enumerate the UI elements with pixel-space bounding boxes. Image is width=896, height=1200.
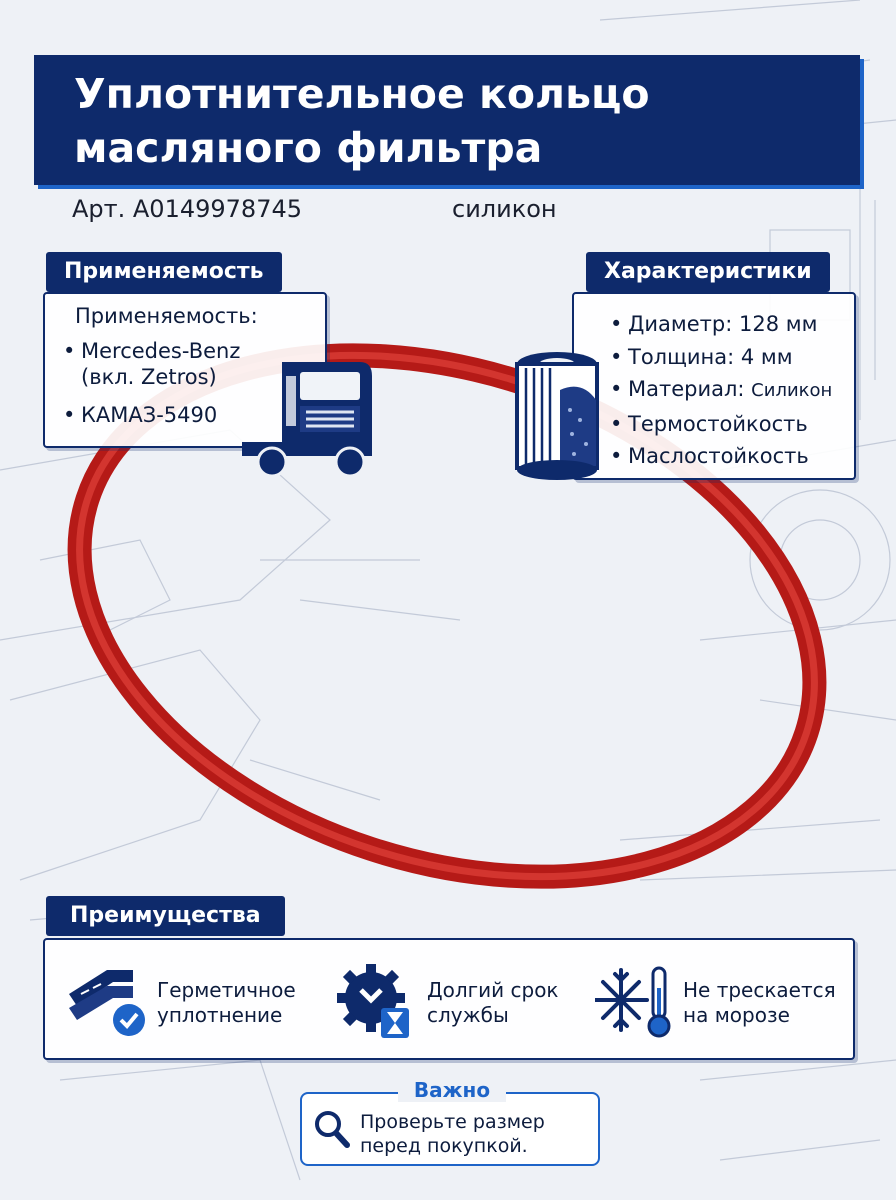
applicability-tab: Применяемость [46,252,282,292]
snowflake-thermometer-icon [595,964,675,1040]
applicability-item-mercedes: • Mercedes-Benz (вкл. Zetros) [63,338,271,390]
advantages-tab: Преимущества [46,896,285,936]
oil-filter-icon [512,350,602,484]
applicability-item-kamaz: • КАМАЗ-5490 [63,402,271,428]
char-material: • Материал: Силикон [610,373,832,408]
material-label: силикон [452,195,557,223]
important-note: Проверьте размер перед покупкой. [300,1092,600,1166]
applicability-heading: Применяемость: [75,304,258,328]
important-label: Важно [398,1078,506,1102]
advantages-panel: Герметичное уплотнение Долгий срок службы Не трескается на морозе [43,938,855,1060]
char-thickness: • Толщина: 4 мм [610,341,832,374]
char-heat-resistance: • Термостойкость [610,408,832,441]
characteristics-list [610,308,832,473]
article-number: Арт. A0149978745 [72,195,303,223]
magnifier-icon [314,1110,350,1148]
applicability-list [63,338,271,440]
characteristics-tab: Характеристики [586,252,830,292]
characteristics-panel [572,292,856,480]
title-banner [34,55,860,185]
seal-check-icon [67,964,147,1040]
product-title: Уплотнительное кольцо масляного фильтра [74,70,650,172]
char-oil-resistance: • Маслостойкость [610,440,832,473]
gear-hourglass-icon [335,964,415,1040]
truck-icon [242,356,382,480]
char-diameter: • Диаметр: 128 мм [610,308,832,341]
